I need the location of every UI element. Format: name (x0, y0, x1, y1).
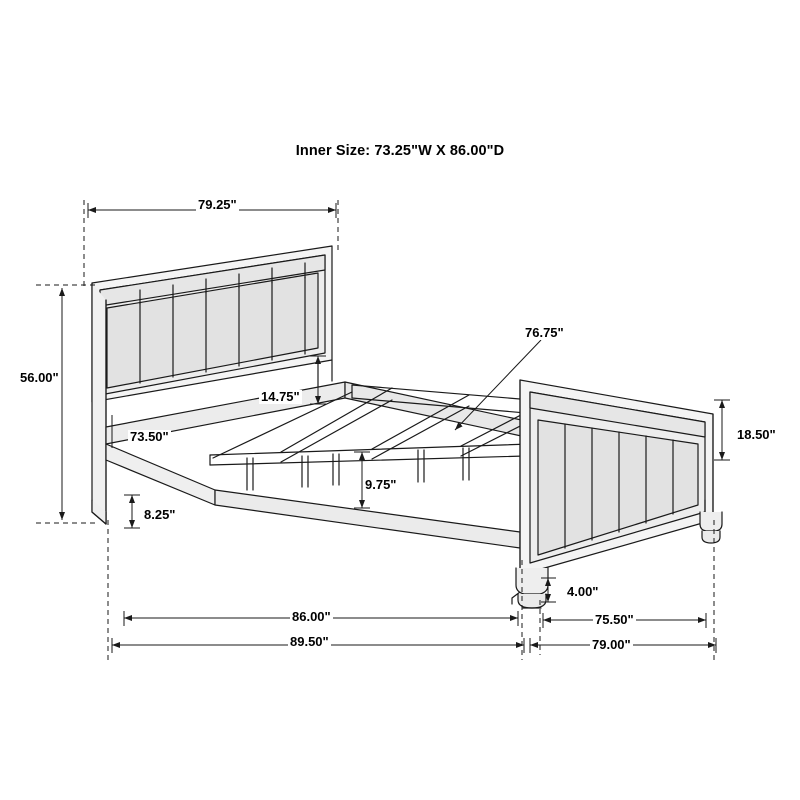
dimension-label-inner-width: 73.50" (130, 429, 169, 444)
dimension-label-frame-clearance: 8.25" (144, 507, 176, 522)
dimension-label-foot-leg-height: 4.00" (567, 584, 599, 599)
dimension-label-headboard-height: 56.00" (20, 370, 59, 385)
dimension-label-overall-depth: 89.50" (290, 634, 329, 649)
dimension-label-mattress-support-width: 76.75" (525, 325, 564, 340)
diagram-title: Inner Size: 73.25"W X 86.00"D (295, 143, 505, 159)
dimension-label-footboard-inner-width: 75.50" (595, 612, 634, 627)
dimension-label-headboard-width: 79.25" (198, 197, 237, 212)
dimension-label-footboard-overall-width: 79.00" (592, 637, 631, 652)
dimension-label-headboard-panel-height: 14.75" (261, 389, 300, 404)
dimension-label-slat-height: 9.75" (365, 477, 397, 492)
dimension-label-inner-depth: 86.00" (292, 609, 331, 624)
dimension-label-footboard-height: 18.50" (737, 427, 776, 442)
